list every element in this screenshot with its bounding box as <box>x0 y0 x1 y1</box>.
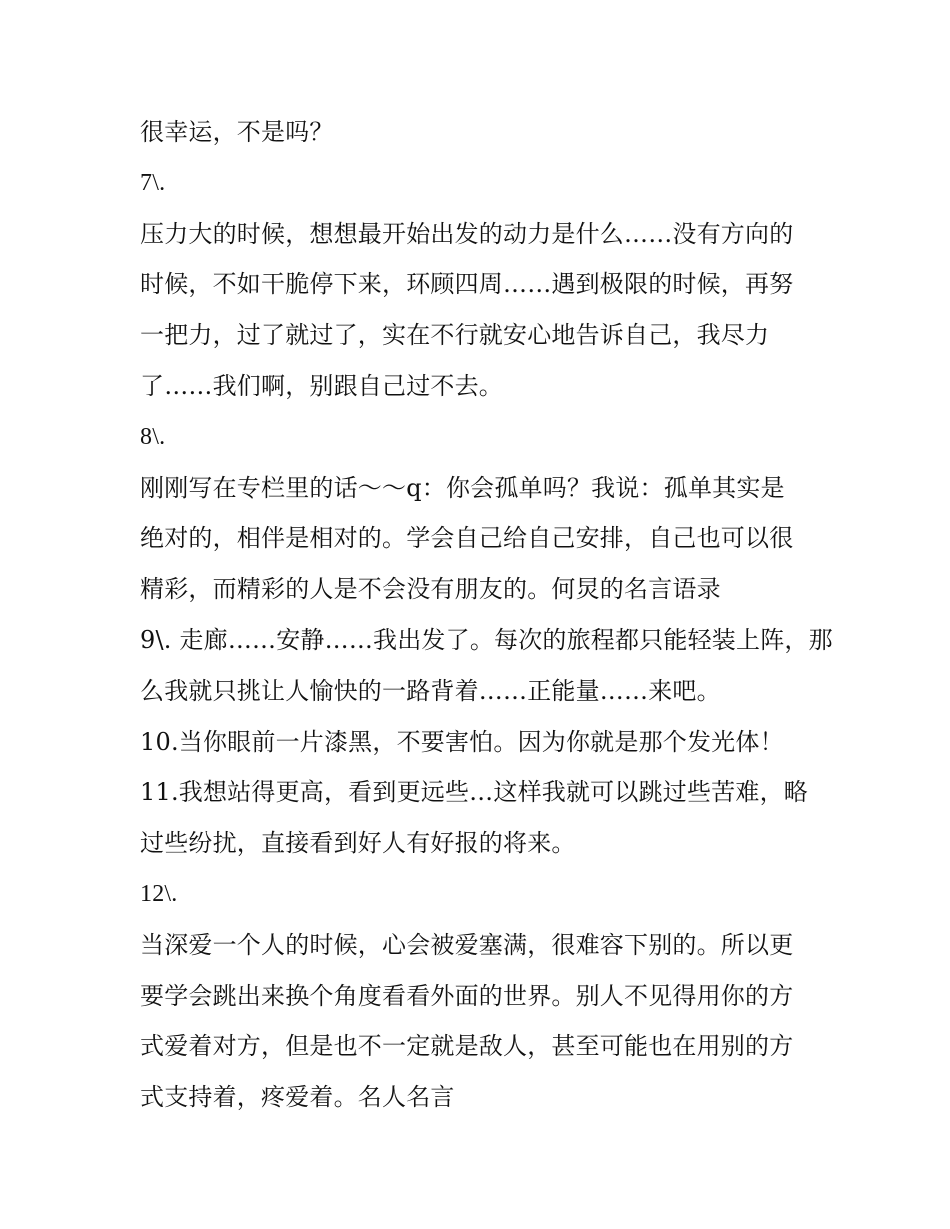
item-number-12: 12\. <box>140 880 178 907</box>
text-line: 刚刚写在专栏里的话～～q：你会孤单吗？我说：孤单其实是 <box>140 473 785 502</box>
text-line: 11.我想站得更高，看到更远些…这样我就可以跳过些苦难，略 <box>140 778 808 807</box>
text-line: 压力大的时候，想想最开始出发的动力是什么……没有方向的 <box>140 219 794 248</box>
text-line: 绝对的，相伴是相对的。学会自己给自己安排，自己也可以很 <box>140 524 794 553</box>
text-line: 要学会跳出来换个角度看看外面的世界。别人不见得用你的方 <box>140 981 794 1010</box>
item-number-7: 7\. <box>140 169 166 196</box>
document-body <box>140 107 833 1123</box>
text-line: 10.当你眼前一片漆黑，不要害怕。因为你就是那个发光体！ <box>140 727 784 756</box>
item-number-8: 8\. <box>140 423 166 450</box>
text-line: 式支持着，疼爱着。名人名言 <box>140 1083 455 1112</box>
text-line: 么我就只挑让人愉快的一路背着……正能量……来吧。 <box>140 676 721 705</box>
text-line: 很幸运，不是吗？ <box>140 118 334 146</box>
text-line: 式爱着对方，但是也不一定就是敌人，甚至可能也在用别的方 <box>140 1032 794 1061</box>
text-line: 一把力，过了就过了，实在不行就安心地告诉自己，我尽力 <box>140 321 770 350</box>
text-line: 了……我们啊，别跟自己过不去。 <box>140 371 503 400</box>
text-line: 过些纷扰，直接看到好人有好报的将来。 <box>140 829 576 858</box>
text-line: 9\. 走廊……安静……我出发了。每次的旅程都只能轻装上阵，那 <box>140 625 833 654</box>
text-line: 时候，不如干脆停下来，环顾四周……遇到极限的时候，再努 <box>140 270 794 299</box>
text-line: 精彩，而精彩的人是不会没有朋友的。何炅的名言语录 <box>140 575 721 604</box>
text-line: 当深爱一个人的时候，心会被爱塞满，很难容下别的。所以更 <box>140 930 794 959</box>
